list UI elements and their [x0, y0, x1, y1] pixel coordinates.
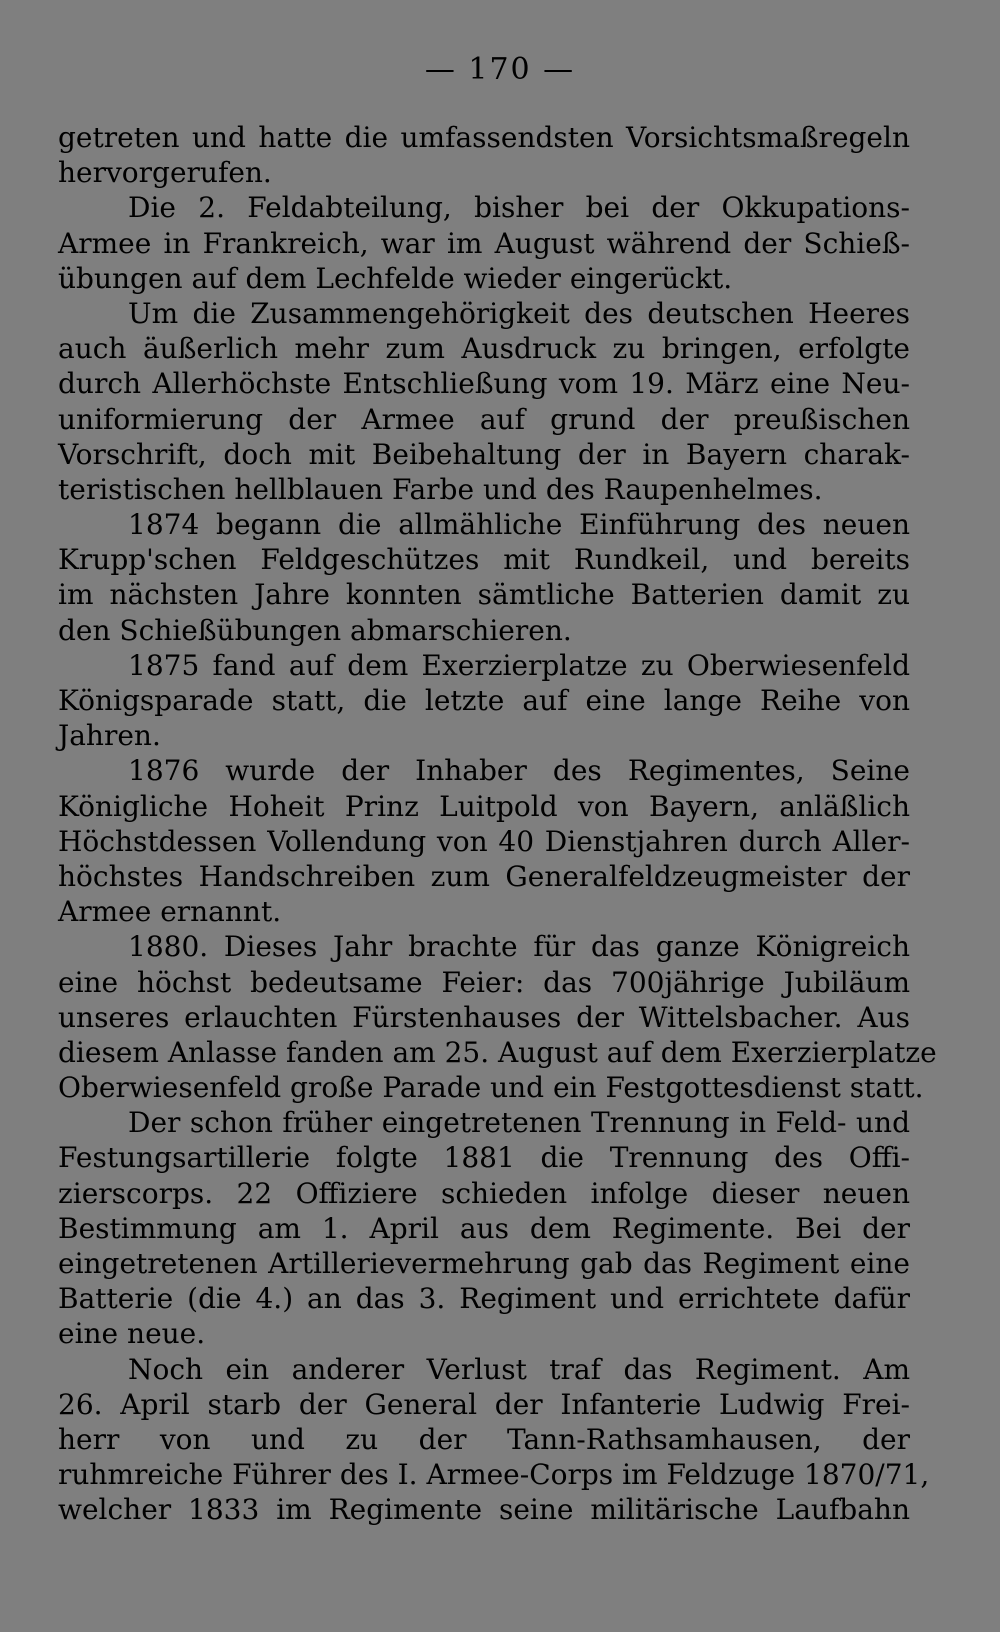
text-line: Königsparade statt, die letzte auf eine lange Reihe von [58, 684, 910, 717]
text-line: unseres erlauchten Fürstenhauses der Wittelsbacher. Aus [58, 1000, 910, 1034]
text-line: getreten und hatte die umfassendsten Vorsichtsmaßregeln [58, 121, 910, 154]
text-line: Oberwiesenfeld große Parade und ein Festgottesdienst statt. [58, 1071, 924, 1105]
text-line: welcher 1833 im Regimente seine militärische Laufbahn [58, 1493, 910, 1527]
text-line: herr von und zu der Tann-Rathsamhausen, der [58, 1422, 910, 1456]
text-line: Festungsartillerie folgte 1881 die Trennung des Offi- [58, 1141, 910, 1175]
text-line: den Schießübungen abmarschieren. [58, 613, 572, 647]
text-line: im nächsten Jahre konnten sämtliche Batterien damit zu [58, 578, 910, 612]
text-line: übungen auf dem Lechfelde wieder eingerückt. [58, 261, 733, 295]
text-line: Höchstdessen Vollendung von 40 Dienstjahren durch Aller- [58, 824, 910, 858]
text-line: Vorschrift, doch mit Beibehaltung der in Bayern charak- [58, 437, 910, 471]
text-line: Armee ernannt. [58, 895, 282, 929]
text-line: teristischen hellblauen Farbe und des Raupenhelmes. [58, 472, 823, 506]
body-text [58, 120, 937, 1528]
text-line: 1874 begann die allmähliche Einführung des neuen [128, 508, 910, 542]
text-line: hervorgerufen. [58, 156, 272, 190]
page-number: — 170 — [424, 52, 576, 87]
text-line: zierscorps. 22 Offiziere schieden infolge dieser neuen [58, 1176, 910, 1210]
text-line: ruhmreiche Führer des I. Armee-Corps im Feldzuge 1870/71, [58, 1458, 930, 1492]
text-line: Batterie (die 4.) an das 3. Regiment und errichtete dafür [58, 1282, 910, 1316]
text-line: eine höchst bedeutsame Feier: das 700jährige Jubiläum [58, 965, 910, 999]
text-line: 1876 wurde der Inhaber des Regimentes, Seine [128, 754, 910, 788]
text-line: eingetretenen Artillerievermehrung gab das Regiment eine [58, 1247, 910, 1280]
text-line: Jahren. [58, 719, 161, 753]
text-line: Krupp'schen Feldgeschützes mit Rundkeil, und bereits [58, 543, 910, 577]
text-line: durch Allerhöchste Entschließung vom 19. März eine Neu- [58, 367, 910, 401]
text-line: Bestimmung am 1. April aus dem Regimente. Bei der [58, 1211, 910, 1245]
text-line: Armee in Frankreich, war im August während der Schieß- [58, 226, 910, 260]
text-line: Noch ein anderer Verlust traf das Regiment. Am [128, 1352, 910, 1386]
text-line: 1880. Dieses Jahr brachte für das ganze Königreich [128, 930, 910, 964]
text-line: Die 2. Feldabteilung, bisher bei der Okkupations- [128, 191, 910, 225]
text-line: Der schon früher eingetretenen Trennung in Feld- und [128, 1106, 910, 1140]
text-line: 26. April starb der General der Infanterie Ludwig Frei- [58, 1387, 910, 1421]
text-line: Um die Zusammengehörigkeit des deutschen Heeres [128, 296, 910, 330]
text-line: höchstes Handschreiben zum Generalfeldzeugmeister der [58, 859, 910, 893]
text-line: eine neue. [58, 1317, 206, 1351]
text-line: auch äußerlich mehr zum Ausdruck zu bringen, erfolgte [58, 332, 910, 366]
text-line: Königliche Hoheit Prinz Luitpold von Bayern, anläßlich [58, 789, 910, 823]
text-line: diesem Anlasse fanden am 25. August auf dem Exerzierplatze [58, 1035, 937, 1069]
text-line: 1875 fand auf dem Exerzierplatze zu Oberwiesenfeld [128, 648, 910, 682]
text-line: uniformierung der Armee auf grund der preußischen [58, 402, 910, 436]
